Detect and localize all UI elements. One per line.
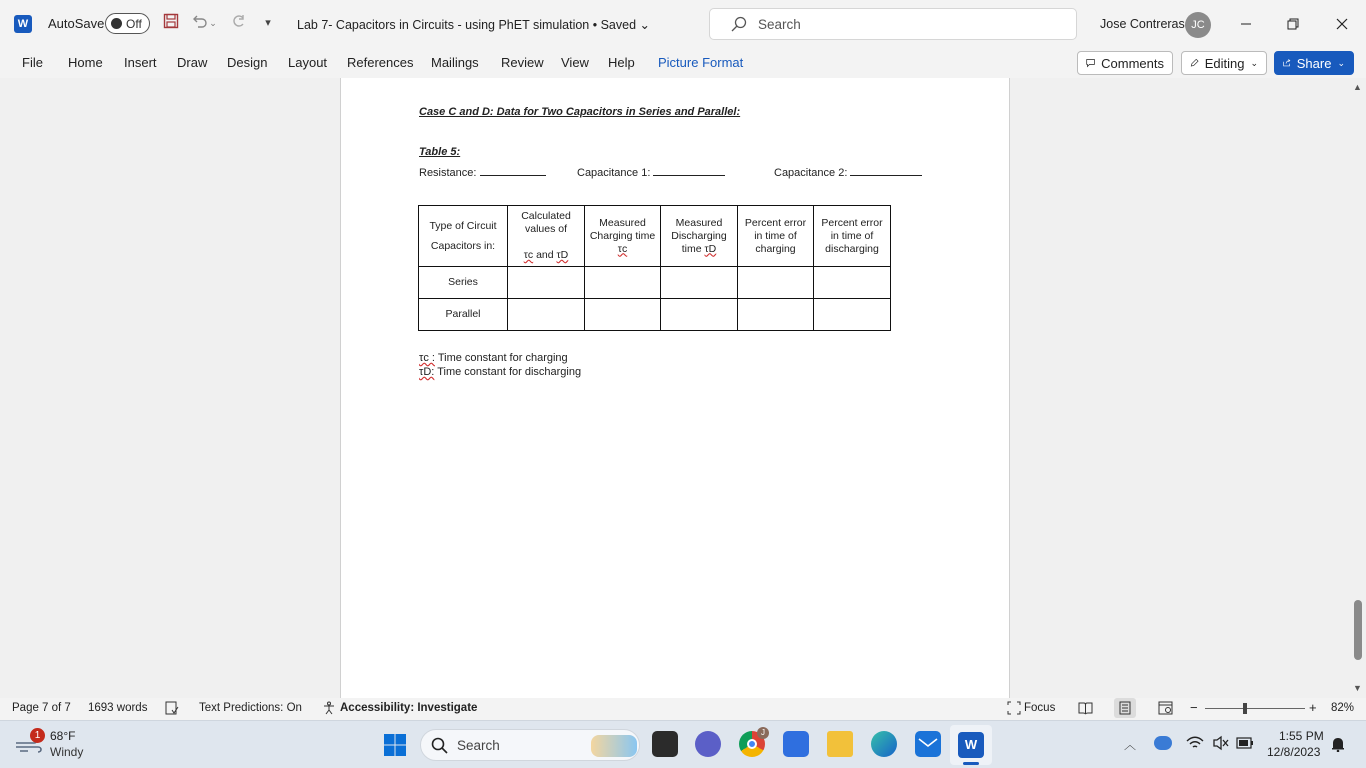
data-table[interactable] bbox=[418, 205, 891, 331]
resistance-label: Resistance: bbox=[419, 167, 477, 179]
footnote-charging bbox=[419, 352, 568, 364]
search-icon bbox=[431, 737, 448, 754]
word-taskbar-icon: W bbox=[958, 732, 984, 758]
zoom-in-icon[interactable]: + bbox=[1309, 700, 1317, 715]
resistance-blank bbox=[480, 166, 546, 176]
table-cell[interactable] bbox=[738, 299, 814, 331]
battery-icon[interactable] bbox=[1236, 737, 1254, 752]
tau-c-symbol: τc : bbox=[419, 352, 435, 364]
wifi-icon[interactable] bbox=[1186, 735, 1204, 754]
and-text: and bbox=[536, 249, 554, 261]
ribbon-tabs bbox=[0, 48, 1366, 78]
document-page[interactable] bbox=[340, 78, 1010, 698]
weather-badge: 1 bbox=[30, 728, 45, 743]
read-mode-icon[interactable] bbox=[1078, 701, 1093, 718]
word-app-icon[interactable]: W bbox=[14, 15, 32, 33]
search-placeholder: Search bbox=[758, 17, 801, 32]
share-button[interactable] bbox=[1274, 51, 1354, 75]
restore-icon[interactable] bbox=[1278, 10, 1308, 38]
table-row bbox=[419, 299, 891, 331]
autosave-label: AutoSave bbox=[48, 16, 105, 31]
editing-mode-button[interactable] bbox=[1181, 51, 1267, 75]
tau-d-symbol: τD: bbox=[419, 366, 435, 378]
search-highlight-icon bbox=[591, 735, 637, 757]
document-title[interactable]: Lab 7- Capacitors in Circuits - using PhET simulation • Saved ⌄ bbox=[297, 18, 650, 32]
tab-draw[interactable]: Draw bbox=[177, 55, 208, 70]
header-calculated bbox=[508, 206, 585, 267]
share-icon bbox=[1283, 57, 1291, 69]
tau-c-symbol: τc bbox=[523, 249, 534, 261]
close-icon[interactable] bbox=[1327, 10, 1357, 38]
status-bar bbox=[0, 698, 1366, 720]
case-heading: Case C and D: Data for Two Capacitors in Series and Parallel: bbox=[419, 106, 741, 118]
search-icon bbox=[730, 15, 748, 33]
footnote-charging-text: Time constant for charging bbox=[437, 352, 568, 364]
capacitance1-field bbox=[577, 166, 725, 179]
active-indicator bbox=[963, 762, 979, 765]
minimize-icon[interactable] bbox=[1231, 10, 1261, 38]
taskbar bbox=[0, 720, 1366, 768]
search-box[interactable] bbox=[709, 8, 1077, 40]
footnote-discharging bbox=[419, 366, 581, 378]
table-cell[interactable] bbox=[661, 267, 738, 299]
focus-icon bbox=[1007, 701, 1021, 718]
autosave-state: Off bbox=[126, 17, 142, 31]
tab-help[interactable]: Help bbox=[608, 55, 635, 70]
table-cell[interactable] bbox=[508, 267, 585, 299]
tab-layout[interactable]: Layout bbox=[288, 55, 328, 70]
page-count[interactable]: Page 7 of 7 bbox=[12, 702, 71, 714]
mail-icon[interactable] bbox=[915, 731, 941, 757]
scroll-down-icon[interactable]: ▼ bbox=[1353, 683, 1362, 693]
accessibility-status[interactable]: Accessibility: Investigate bbox=[340, 702, 478, 714]
teams-chat-icon[interactable] bbox=[695, 731, 721, 757]
table-header-row bbox=[419, 206, 891, 267]
header-circuit-type: Type of Circuit Capacitors in: bbox=[419, 206, 508, 267]
autosave-toggle[interactable] bbox=[105, 13, 150, 34]
share-label: Share bbox=[1296, 55, 1332, 71]
taskbar-search-placeholder: Search bbox=[457, 738, 500, 753]
microsoft-store-icon[interactable] bbox=[783, 731, 809, 757]
footnote-discharging-text: Time constant for discharging bbox=[437, 366, 582, 378]
tab-view[interactable]: View bbox=[561, 55, 589, 70]
tau-d-symbol: τD bbox=[556, 249, 569, 261]
row-label-parallel: Parallel bbox=[419, 299, 508, 331]
table-cell[interactable] bbox=[585, 267, 661, 299]
capacitance2-label: Capacitance 2: bbox=[774, 167, 848, 179]
weather-description[interactable]: Windy bbox=[50, 745, 84, 759]
redo-icon[interactable] bbox=[228, 13, 248, 33]
table-cell[interactable] bbox=[585, 299, 661, 331]
scroll-up-icon[interactable]: ▲ bbox=[1353, 82, 1362, 92]
file-explorer-icon[interactable] bbox=[827, 731, 853, 757]
header-percent-charging: Percent error in time of charging bbox=[738, 206, 814, 267]
chrome-profile-badge: J bbox=[757, 727, 769, 739]
customize-toolbar-icon[interactable]: ▾ bbox=[265, 17, 271, 29]
zoom-slider-thumb[interactable] bbox=[1243, 703, 1247, 714]
edge-icon[interactable] bbox=[871, 731, 897, 757]
table-cell[interactable] bbox=[661, 299, 738, 331]
taskbar-search[interactable] bbox=[420, 729, 640, 761]
toggle-knob bbox=[111, 18, 122, 29]
capacitance1-label: Capacitance 1: bbox=[577, 167, 651, 179]
header-measured-discharging-text: Measured Discharging time bbox=[671, 216, 727, 255]
table-label: Table 5: bbox=[419, 146, 461, 158]
user-name[interactable]: Jose Contreras bbox=[1100, 17, 1185, 31]
tab-review[interactable]: Review bbox=[501, 55, 544, 70]
word-count[interactable]: 1693 words bbox=[88, 702, 148, 714]
comments-label: Comments bbox=[1101, 55, 1164, 71]
tau-d-symbol: τD bbox=[704, 242, 717, 255]
zoom-out-icon[interactable]: − bbox=[1190, 700, 1198, 715]
tab-design[interactable]: Design bbox=[227, 55, 268, 70]
row-label-series: Series bbox=[419, 267, 508, 299]
title-bar bbox=[0, 0, 1366, 48]
volume-muted-icon[interactable] bbox=[1212, 735, 1230, 754]
avatar[interactable]: JC bbox=[1185, 12, 1211, 38]
table-cell[interactable] bbox=[814, 299, 891, 331]
word-taskbar-button[interactable] bbox=[950, 725, 992, 765]
document-canvas[interactable] bbox=[0, 78, 1350, 698]
print-layout-icon[interactable] bbox=[1114, 698, 1136, 718]
table-cell[interactable] bbox=[508, 299, 585, 331]
tab-picture-format[interactable]: Picture Format bbox=[658, 55, 744, 70]
editing-label: Editing bbox=[1204, 55, 1245, 71]
clock-time[interactable]: 1:55 PM bbox=[1279, 729, 1324, 743]
chevron-down-icon: ⌄ bbox=[1250, 57, 1258, 68]
header-measured-charging-text: Measured Charging time bbox=[589, 216, 656, 242]
web-layout-icon[interactable] bbox=[1158, 701, 1173, 718]
capacitance2-field bbox=[774, 166, 922, 179]
onedrive-icon[interactable] bbox=[1154, 736, 1172, 750]
text-predictions-status[interactable]: Text Predictions: On bbox=[199, 702, 302, 714]
save-icon[interactable] bbox=[161, 13, 181, 33]
table-row bbox=[419, 267, 891, 299]
clock-date[interactable]: 12/8/2023 bbox=[1267, 745, 1321, 759]
task-view-icon[interactable] bbox=[652, 731, 678, 757]
tab-mailings[interactable]: Mailings bbox=[431, 55, 479, 70]
header-measured-charging bbox=[585, 206, 661, 267]
comment-icon bbox=[1086, 57, 1095, 69]
pencil-icon bbox=[1190, 56, 1199, 70]
zoom-slider[interactable] bbox=[1205, 708, 1305, 709]
focus-mode[interactable]: Focus bbox=[1024, 702, 1056, 714]
header-percent-discharging: Percent error in time of discharging bbox=[814, 206, 891, 267]
weather-temperature[interactable]: 68°F bbox=[50, 729, 76, 743]
vertical-scrollbar[interactable] bbox=[1350, 78, 1366, 698]
resistance-field bbox=[419, 166, 546, 179]
capacitance1-blank bbox=[653, 166, 725, 176]
tau-c-symbol: τc bbox=[617, 242, 628, 255]
proofing-icon[interactable] bbox=[165, 701, 179, 718]
capacitance2-blank bbox=[850, 166, 922, 176]
undo-dropdown-icon[interactable]: ⌄ bbox=[209, 18, 217, 28]
zoom-level[interactable]: 82% bbox=[1331, 702, 1355, 714]
notification-bell-icon[interactable] bbox=[1331, 736, 1345, 755]
accessibility-icon bbox=[322, 701, 336, 718]
table-cell[interactable] bbox=[738, 267, 814, 299]
tab-insert[interactable]: Insert bbox=[124, 55, 157, 70]
header-calculated-text: Calculated values of bbox=[521, 210, 571, 235]
header-measured-discharging bbox=[661, 206, 738, 267]
tab-file[interactable]: File bbox=[22, 55, 43, 70]
chrome-center bbox=[747, 739, 757, 749]
table-cell[interactable] bbox=[814, 267, 891, 299]
comments-button[interactable] bbox=[1077, 51, 1173, 75]
scroll-thumb[interactable] bbox=[1354, 600, 1362, 660]
tab-references[interactable]: References bbox=[347, 55, 414, 70]
share-dropdown-icon[interactable]: ⌄ bbox=[1337, 57, 1345, 68]
show-hidden-icons-icon[interactable]: ︿ bbox=[1124, 738, 1137, 752]
windows-start-icon[interactable] bbox=[384, 734, 406, 759]
tab-home[interactable]: Home bbox=[68, 55, 103, 70]
